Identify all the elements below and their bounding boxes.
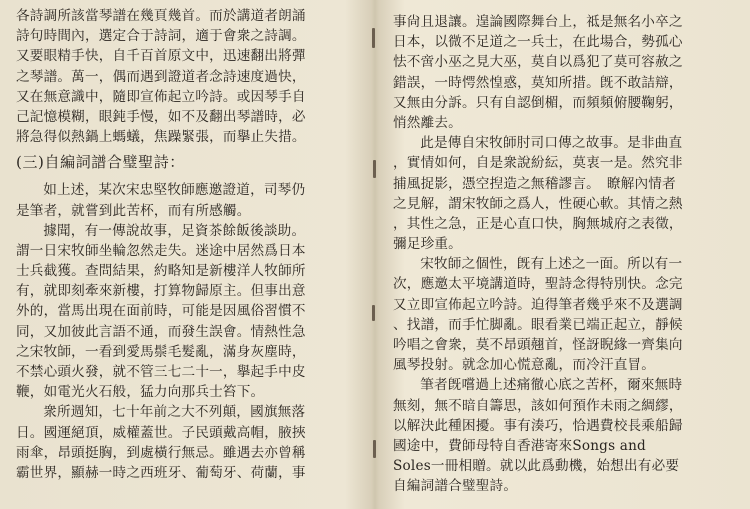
text-line: 彌足珍重。 bbox=[393, 236, 462, 253]
text-line: 霸世界，顯赫一時之西班牙、葡萄牙、荷蘭，事 bbox=[16, 464, 306, 481]
text-line: 己記憶模糊，眼鈍手慢，如不及翻出琴譜時，必 bbox=[16, 108, 306, 125]
text-line: 之琴譜。萬一，偶而遇到證道者念詩速度過快， bbox=[16, 68, 306, 85]
text-line: 筆者旣嚐過上述痛徹心底之苦杯，爾來無時 bbox=[420, 377, 683, 394]
text-line: Soles一冊相贈。就以此爲動機，始想出有必要 bbox=[393, 458, 680, 475]
text-line: 悄然離去。 bbox=[393, 114, 462, 131]
text-line: 不禁心頭火發，就不管三七二十一，擧起手中皮 bbox=[16, 364, 306, 380]
binding-staple-bottom bbox=[373, 440, 376, 458]
text-line: 宋牧師之個性，旣有上述之一面。所以有一 bbox=[420, 256, 683, 273]
text-line: 錯誤，一時愕然惶惑，莫知所措。旣不敢詰辯， bbox=[393, 74, 683, 91]
text-line: 詩句時間內，選定合于詩詞，適于會衆之詩調。 bbox=[16, 28, 306, 45]
text-line: 同，又加彼此言語不通，而發生誤會。情熱性急 bbox=[16, 323, 306, 340]
text-line: 士兵截獲。查問結果，約略知是新樓洋人牧師所 bbox=[16, 263, 306, 280]
left-paragraph-bottom bbox=[16, 180, 352, 483]
text-line: ，其性之急，正是心直口快，胸無城府之表徵， bbox=[393, 215, 683, 232]
text-line: 風琴投射。就念加心慌意亂，而冷汗直冒。 bbox=[393, 357, 656, 374]
text-line: 又立即宣佈起立吟詩。迫得筆者幾乎來不及選調 bbox=[393, 296, 683, 313]
text-line: 又要眼精手快，自千百首原文中，迅速翻出將彈 bbox=[16, 48, 306, 65]
text-line: 據聞，有一傳說故事，足資茶餘飯後談助。 bbox=[43, 222, 306, 239]
right-page bbox=[385, 0, 750, 509]
text-line: 雨傘，昂頭挺胸，到處橫行無忌。雖遇去亦曾稱 bbox=[16, 444, 306, 461]
right-paragraphs bbox=[393, 0, 744, 497]
left-page bbox=[0, 0, 356, 509]
text-line: 將急得似熱鍋上螞蟻，焦躁緊張，而擧止失措。 bbox=[16, 129, 306, 146]
text-line: 自編詞譜合璧聖詩。 bbox=[393, 478, 518, 495]
text-line: 國途中，費師母特自香港寄來Songs and bbox=[393, 437, 646, 454]
text-line: 日本，以微不足道之一兵士，在此場合，勢孤心 bbox=[393, 34, 683, 51]
binding-staple-middle bbox=[373, 160, 376, 178]
text-line: 又在無意識中，隨即宣佈起立吟詩。或因琴手自 bbox=[16, 88, 306, 105]
text-line: 次，應邀太平境講道時，聖詩念得特別快。念完 bbox=[393, 276, 683, 293]
text-line: 吟唱之會衆，莫不昂頭翹首，怪訝睨緣一齊集向 bbox=[393, 337, 683, 353]
text-line: 捕風捉影，憑空揑造之無稽謬言。 瞭解內情者 bbox=[393, 175, 676, 192]
text-line: 、找譜，而手忙脚亂。眼看業已端正起立，靜候 bbox=[393, 316, 683, 333]
left-paragraph-top bbox=[16, 0, 352, 147]
text-line: 日。國運絕頂，威權蓋世。子民頭戴高帽，腋挾 bbox=[16, 424, 306, 441]
text-line: 謂一日宋牧師坐輪忽然走失。迷途中居然爲日本 bbox=[16, 242, 306, 259]
text-line: 各詩調所該當琴譜在幾頁幾首。而於講道者朗誦 bbox=[16, 8, 306, 24]
text-line: 事尙且退讓。遑論國際舞台上，祗是無名小卒之 bbox=[393, 14, 683, 30]
text-line: 無刻，無不暗自籌思，該如何預作未雨之綢繆， bbox=[393, 397, 683, 414]
binding-staple-top bbox=[372, 28, 375, 48]
text-line: 此是傳自宋牧師肘司口傳之故事。是非曲直 bbox=[420, 135, 683, 152]
text-line: 之見解，謂宋牧師之爲人，性硬心軟。其情之熱 bbox=[393, 195, 683, 212]
text-line: 以解決此種困擾。事有湊巧，恰遇費校長乘船歸 bbox=[393, 417, 683, 434]
text-line: 又無由分訴。只有自認倒楣，而頻頻俯腰鞠躬， bbox=[393, 94, 683, 111]
text-line: 衆所週知，七十年前之大不列顛，國旗無落 bbox=[43, 404, 306, 421]
text-line: 鞭，如電光火石般，猛力向那兵士笞下。 bbox=[16, 384, 265, 401]
text-line: 之宋牧師，一看到愛馬鬃毛髮亂，滿身灰塵時， bbox=[16, 343, 306, 360]
text-line: 怯不啻小巫之見大巫，莫自以爲犯了莫可容赦之 bbox=[393, 54, 683, 71]
text-line: 如上述，某次宋忠堅牧師應邀證道，司琴仍 bbox=[43, 182, 306, 199]
text-line: 有，就即刻牽來新樓，打算物歸原主。但事出意 bbox=[16, 283, 306, 300]
text-line: 外的，當馬出現在面前時，可能是因風俗習慣不 bbox=[16, 303, 306, 320]
section-heading: (三)自編詞譜合璧聖詩： bbox=[16, 153, 185, 172]
text-line: ，實情如何，自是衆說紛紜，莫衷一是。然究非 bbox=[393, 155, 683, 172]
binding-staple-lower bbox=[372, 305, 375, 321]
text-line: 是筆者，就嘗到此苦杯，而有所感觸。 bbox=[16, 202, 251, 219]
